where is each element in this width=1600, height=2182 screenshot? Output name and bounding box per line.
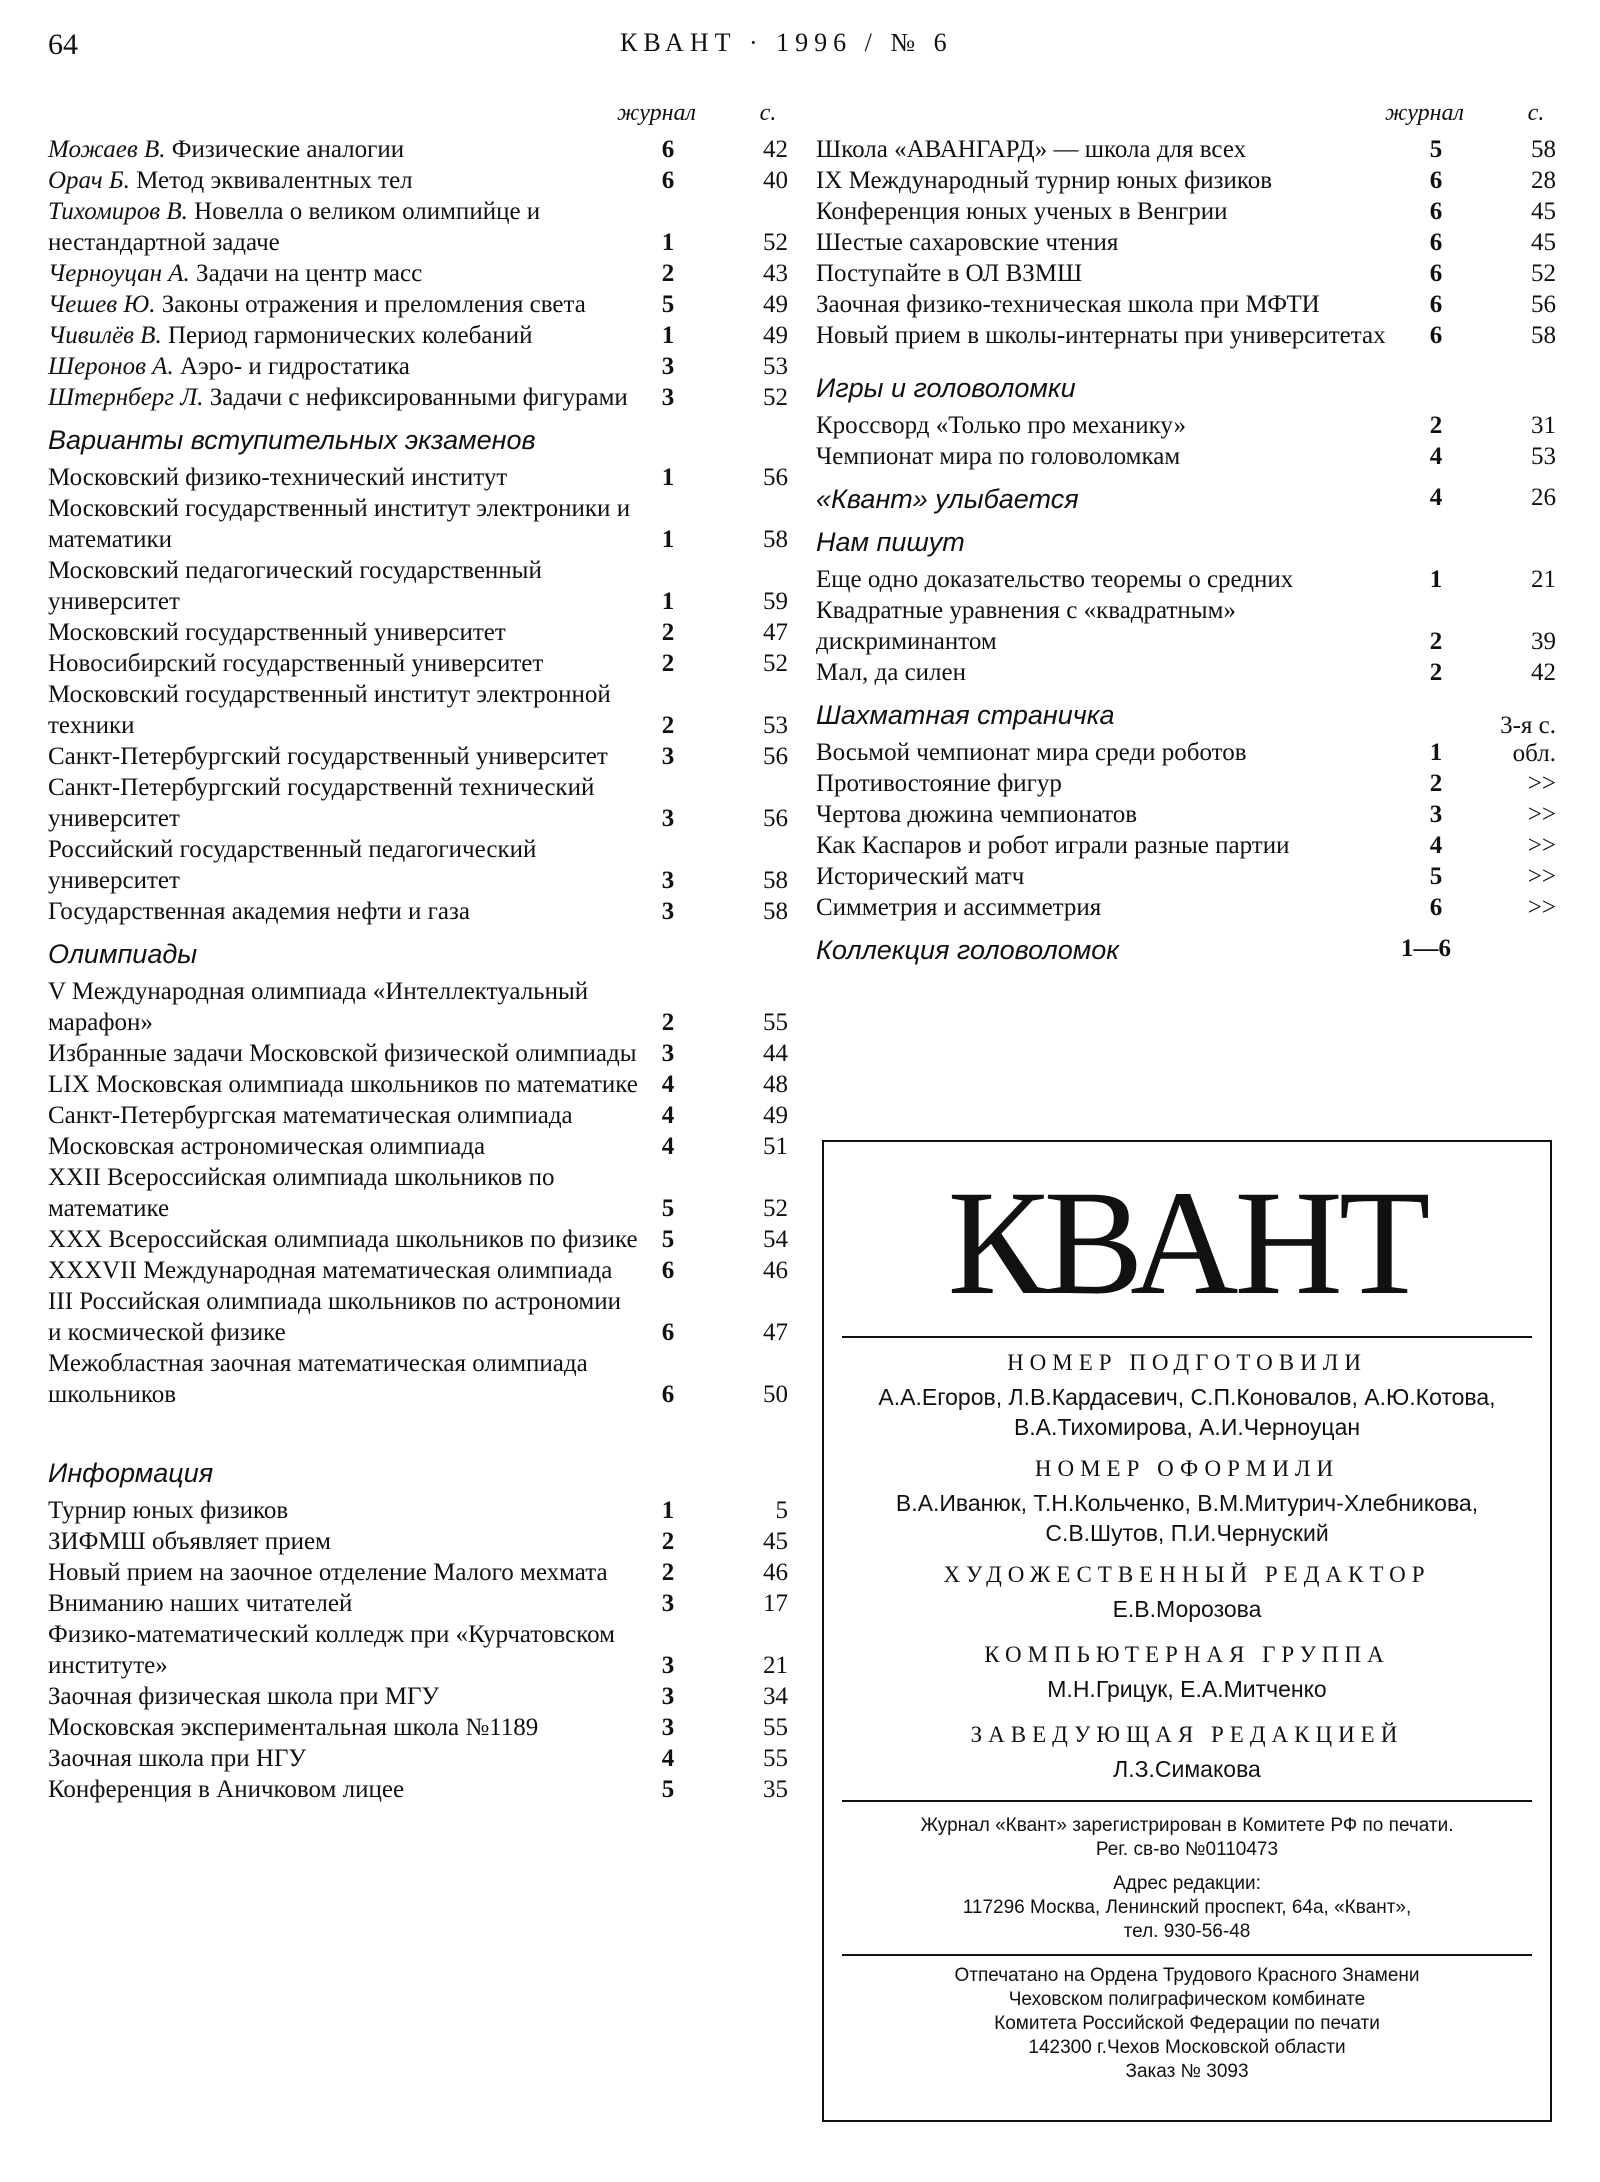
toc-entry (816, 196, 1556, 227)
entry-page: 48 (763, 1071, 788, 1098)
toc-entry (816, 564, 1556, 595)
entry-title: Квадратные уравнения с «квадратным» дискриминантом (816, 597, 1236, 655)
section-title-collection: Коллекция головоломок (816, 935, 1120, 965)
entry-issue: 1 (661, 588, 675, 615)
toc-entry (48, 555, 788, 617)
entry-page: 17 (763, 1590, 788, 1617)
entry-title: Московский государственный университет (48, 619, 506, 646)
entry-title (48, 165, 638, 196)
smiles-page: 26 (1531, 484, 1556, 511)
entry-page: 55 (763, 1714, 788, 1741)
entry-title: Еще одно доказательство теоремы о средних (816, 566, 1294, 593)
section-smiles (816, 484, 1556, 515)
entry-issue: 3 (661, 384, 675, 411)
toc-entry (816, 799, 1556, 830)
section-title-information: Информация (48, 1458, 214, 1488)
toc-entry (816, 289, 1556, 320)
toc-entry (48, 1712, 788, 1743)
entry-author: Можаев В. (48, 136, 166, 163)
toc-entry (48, 1255, 788, 1286)
toc-entry (816, 227, 1556, 258)
kvant-logo: КВАНТ (947, 1160, 1427, 1326)
entry-page: 52 (1531, 260, 1556, 287)
designed-label: НОМЕР ОФОРМИЛИ (1034, 1456, 1340, 1481)
entry-issue: 3 (661, 1590, 675, 1617)
page-number: 64 (48, 28, 78, 61)
entry-title (48, 258, 638, 289)
entry-title: Исторический матч (816, 863, 1025, 890)
entry-issue: 5 (661, 1776, 675, 1803)
toc-entry (816, 134, 1556, 165)
entry-issue: 4 (661, 1745, 675, 1772)
entry-author: Черноуцан А. (48, 260, 190, 287)
toc-entry (48, 1495, 788, 1526)
entry-issue: 6 (661, 1319, 675, 1346)
right-column (816, 100, 1556, 972)
entry-issue: 4 (1429, 443, 1443, 470)
toc-entry (48, 741, 788, 772)
entry-title: III Российская олимпиада школьников по астрономии и космической физике (48, 1288, 621, 1346)
section-title-olympiads: Олимпиады (48, 939, 198, 969)
entry-title (48, 134, 638, 165)
entry-page: 55 (763, 1009, 788, 1036)
entry-issue: 2 (1429, 659, 1443, 686)
entry-issue: 1 (661, 526, 675, 553)
entry-title: Турнир юных физиков (48, 1497, 289, 1524)
toc-entry (816, 410, 1556, 441)
prepared-label: НОМЕР ПОДГОТОВИЛИ (1007, 1350, 1367, 1375)
toc-entry (816, 258, 1556, 289)
toc-entry (816, 441, 1556, 472)
printing-line-3: Комитета Российской Федерации по печати (994, 2013, 1380, 2034)
entry-title: Физико-математический колледж при «Курчатовском институте» (48, 1621, 615, 1679)
entry-page: 40 (763, 167, 788, 194)
toc-entry (48, 679, 788, 741)
entry-title: Московский педагогический государственный университет (48, 557, 542, 615)
entry-page: >> (1527, 770, 1556, 797)
entry-title: Шестые сахаровские чтения (816, 229, 1119, 256)
entry-page: 21 (1531, 566, 1556, 593)
toc-entry (48, 462, 788, 493)
entry-page: 28 (1531, 167, 1556, 194)
toc-entry (48, 1162, 788, 1224)
entry-article-title: Задачи на центр масс (196, 260, 423, 287)
toc-entry (48, 1224, 788, 1255)
entry-page: 55 (763, 1745, 788, 1772)
entry-page: 49 (763, 1102, 788, 1129)
entry-title (48, 196, 638, 258)
entry-issue: 4 (661, 1102, 675, 1129)
entry-title: Конференция в Аничковом лицее (48, 1776, 405, 1803)
entry-issue: 3 (661, 1714, 675, 1741)
author-list (48, 134, 788, 413)
head-label: ЗАВЕДУЮЩАЯ РЕДАКЦИЕЙ (970, 1722, 1404, 1747)
entry-page: >> (1527, 863, 1556, 890)
entry-page: 49 (763, 291, 788, 318)
entry-title: Противостояние фигур (816, 770, 1062, 797)
entry-title: Восьмой чемпионат мира среди роботов (816, 739, 1247, 766)
letters-list (816, 564, 1556, 688)
entry-title: LIX Московская олимпиада школьников по математике (48, 1071, 638, 1098)
entry-issue: 6 (661, 167, 675, 194)
entry-issue: 5 (661, 291, 675, 318)
entry-page: 58 (763, 526, 788, 553)
entry-issue: 6 (1429, 894, 1443, 921)
designed-names: В.А.Иванюк, Т.Н.Кольченко, В.М.Митурич-Хлебникова, С.В.Шутов, П.И.Чернуский (895, 1490, 1479, 1546)
entry-page: 56 (763, 464, 788, 491)
section-title-chess: Шахматная страничка (816, 700, 1115, 730)
entry-page: 53 (1531, 443, 1556, 470)
entry-title: XXII Всероссийская олимпиада школьников по математике (48, 1164, 555, 1222)
entry-page: 45 (1531, 198, 1556, 225)
computer-group-names: М.Н.Грицук, Е.А.Митченко (1047, 1676, 1327, 1702)
entry-page: 3-я с. обл. (1500, 712, 1556, 767)
entry-page: 43 (763, 260, 788, 287)
entry-article-title: Физические аналогии (171, 136, 405, 163)
entry-title (48, 382, 638, 413)
entry-title: V Международная олимпиада «Интеллектуальный марафон» (48, 978, 589, 1036)
toc-entry (48, 134, 788, 165)
address-label: Адрес редакции: (1113, 1873, 1261, 1894)
toc-entry (48, 896, 788, 927)
entry-title: Новосибирский государственный университет (48, 650, 544, 677)
entry-page: 35 (763, 1776, 788, 1803)
entry-title: Московская астрономическая олимпиада (48, 1133, 486, 1160)
divider (842, 1954, 1532, 1956)
entry-issue: 4 (661, 1133, 675, 1160)
entry-article-title: Аэро- и гидростатика (179, 353, 410, 380)
entry-title: XXXVII Международная математическая олимпиада (48, 1257, 613, 1284)
toc-entry (816, 861, 1556, 892)
entry-page: 5 (775, 1497, 788, 1524)
entry-page: 52 (763, 384, 788, 411)
entry-issue: 2 (1429, 412, 1443, 439)
entry-issue: 6 (661, 1381, 675, 1408)
art-editor-name: Е.В.Морозова (1112, 1596, 1262, 1622)
toc-entry (48, 1526, 788, 1557)
entry-issue: 2 (661, 1559, 675, 1586)
toc-entry (816, 657, 1556, 688)
entry-issue: 3 (661, 805, 675, 832)
divider (842, 1336, 1532, 1338)
entry-page: 34 (763, 1683, 788, 1710)
section-title-exams: Варианты вступительных экзаменов (48, 425, 536, 455)
toc-entry (48, 1588, 788, 1619)
toc-entry (816, 165, 1556, 196)
entry-article-title: Метод эквивалентных тел (136, 167, 413, 194)
toc-entry (816, 830, 1556, 861)
art-editor-label: ХУДОЖЕСТВЕННЫЙ РЕДАКТОР (943, 1562, 1431, 1587)
entry-issue: 6 (1429, 229, 1443, 256)
entry-page: 21 (763, 1652, 788, 1679)
entry-issue: 1 (661, 464, 675, 491)
entry-page: 46 (763, 1257, 788, 1284)
issue-label: журнал (616, 100, 696, 126)
toc-entry (48, 772, 788, 834)
toc-entry (48, 258, 788, 289)
entry-issue: 1 (661, 1497, 675, 1524)
entry-issue: 3 (661, 1683, 675, 1710)
order-number: Заказ № 3093 (1125, 2061, 1249, 2082)
section-title-letters: Нам пишут (816, 527, 965, 557)
entry-page: 44 (763, 1040, 788, 1067)
entry-article-title: Законы отражения и преломления света (161, 291, 586, 318)
entry-issue: 2 (661, 1009, 675, 1036)
entry-page: 52 (763, 229, 788, 256)
entry-issue: 6 (1429, 291, 1443, 318)
toc-entry (48, 1681, 788, 1712)
entry-author: Шеронов А. (48, 353, 174, 380)
entry-title: Кроссворд «Только про механику» (816, 412, 1186, 439)
entry-issue: 5 (661, 1226, 675, 1253)
page-label: с. (1527, 100, 1545, 126)
entry-issue: 1 (661, 229, 675, 256)
page-label: с. (759, 100, 777, 126)
entry-issue: 2 (661, 1528, 675, 1555)
entry-title: Московский государственный институт электронной техники (48, 681, 611, 739)
entry-title: Новый прием в школы-интернаты при университетах (816, 322, 1386, 349)
information-list-continued (816, 134, 1556, 351)
entry-page: 53 (763, 712, 788, 739)
column-labels (816, 100, 1556, 134)
entry-page: 54 (763, 1226, 788, 1253)
collection-issues: 1—6 (1401, 935, 1451, 962)
exams-list (48, 462, 788, 927)
entry-title: Конференция юных ученых в Венгрии (816, 198, 1228, 225)
entry-title: Московский государственный институт электроники и математики (48, 495, 631, 553)
entry-issue: 1 (1429, 566, 1443, 593)
entry-title: XXX Всероссийская олимпиада школьников по физике (48, 1226, 638, 1253)
entry-title: Санкт-Петербургский государственный университет (48, 743, 608, 770)
entry-issue: 6 (661, 1257, 675, 1284)
entry-author: Чивилёв В. (48, 322, 162, 349)
entry-title: Как Каспаров и робот играли разные партии (816, 832, 1290, 859)
entry-title: Санкт-Петербургский государственнй технический университет (48, 774, 595, 832)
section-title-smiles: «Квант» улыбается (816, 484, 1079, 514)
entry-author: Тихомиров В. (48, 198, 188, 225)
printing-line-1: Отпечатано на Ордена Трудового Красного Знамени (954, 1965, 1420, 1986)
entry-issue: 2 (661, 260, 675, 287)
entry-issue: 3 (661, 898, 675, 925)
toc-entry (48, 1286, 788, 1348)
toc-entry (48, 976, 788, 1038)
entry-page: >> (1527, 832, 1556, 859)
entry-issue: 6 (1429, 260, 1443, 287)
section-collection (816, 935, 1556, 966)
entry-title: Чертова дюжина чемпионатов (816, 801, 1138, 828)
entry-title: Московский физико-технический институт (48, 464, 508, 491)
entry-issue: 4 (661, 1071, 675, 1098)
entry-issue: 2 (661, 712, 675, 739)
entry-article-title: Новелла о великом олимпийце и нестандартной задаче (48, 198, 541, 256)
entry-title: Московская экспериментальная школа №1189 (48, 1714, 539, 1741)
entry-title: Российский государственный педагогический университет (48, 836, 537, 894)
entry-page: 46 (763, 1559, 788, 1586)
entry-page: 52 (763, 650, 788, 677)
toc-entry (48, 320, 788, 351)
entry-issue: 5 (1429, 136, 1443, 163)
entry-issue: 3 (661, 353, 675, 380)
address-line-2: тел. 930-56-48 (1123, 1921, 1251, 1942)
entry-title: Избранные задачи Московской физической олимпиады (48, 1040, 637, 1067)
toc-entry (816, 892, 1556, 923)
toc-entry (48, 834, 788, 896)
entry-page: 58 (1531, 136, 1556, 163)
toc-entry (48, 1100, 788, 1131)
printing-line-4: 142300 г.Чехов Московской области (1028, 2037, 1346, 2058)
toc-entry (48, 648, 788, 679)
toc-entry (816, 595, 1556, 657)
entry-author: Штернберг Л. (48, 384, 204, 411)
entry-title: Мал, да силен (816, 659, 967, 686)
entry-title: Симметрия и ассимметрия (816, 894, 1102, 921)
toc-entry (48, 1038, 788, 1069)
entry-issue: 2 (661, 650, 675, 677)
entry-article-title: Период гармонических колебаний (167, 322, 533, 349)
toc-entry (48, 351, 788, 382)
entry-title: Государственная академия нефти и газа (48, 898, 470, 925)
entry-title (48, 320, 638, 351)
left-column (48, 100, 788, 1805)
entry-issue: 3 (1429, 801, 1443, 828)
entry-title (48, 351, 638, 382)
toc-entry (48, 617, 788, 648)
registration-line-1: Журнал «Квант» зарегистрирован в Комитете РФ по печати. (920, 1815, 1454, 1836)
entry-page: 45 (1531, 229, 1556, 256)
toc-entry (816, 768, 1556, 799)
computer-group-label: КОМПЬЮТЕРНАЯ ГРУППА (984, 1642, 1390, 1667)
journal-header: КВАНТ · 1996 / № 6 (620, 28, 953, 57)
entry-page: 45 (763, 1528, 788, 1555)
entry-title: Поступайте в ОЛ ВЗМШ (816, 260, 1083, 287)
entry-title: Заочная физическая школа при МГУ (48, 1683, 440, 1710)
entry-title: Чемпионат мира по головоломкам (816, 443, 1181, 470)
entry-issue: 3 (661, 1040, 675, 1067)
toc-entry (48, 165, 788, 196)
entry-article-title: Задачи с нефиксированными фигурами (209, 384, 628, 411)
entry-title: Межобластная заочная математическая олимпиада школьников (48, 1350, 588, 1408)
entry-title: Заочная школа при НГУ (48, 1745, 307, 1772)
entry-issue: 1 (661, 322, 675, 349)
printing-line-2: Чеховском полиграфическом комбинате (1008, 1989, 1366, 2010)
toc-entry (816, 320, 1556, 351)
address-line-1: 117296 Москва, Ленинский проспект, 64а, «Квант», (962, 1897, 1412, 1918)
olympiads-list (48, 976, 788, 1410)
entry-issue: 6 (1429, 167, 1443, 194)
entry-page: 58 (1531, 322, 1556, 349)
entry-issue: 4 (1429, 832, 1443, 859)
smiles-issue: 4 (1429, 484, 1443, 511)
games-list (816, 410, 1556, 472)
entry-page: >> (1527, 894, 1556, 921)
entry-issue: 5 (661, 1195, 675, 1222)
toc-entry (48, 382, 788, 413)
entry-title: Санкт-Петербургская математическая олимпиада (48, 1102, 573, 1129)
entry-issue: 3 (661, 867, 675, 894)
entry-issue: 5 (1429, 863, 1443, 890)
entry-title: Школа «АВАНГАРД» — школа для всех (816, 136, 1247, 163)
entry-page: 56 (1531, 291, 1556, 318)
entry-author: Орач Б. (48, 167, 130, 194)
divider (842, 1800, 1532, 1802)
toc-entry (48, 1619, 788, 1681)
entry-issue: 6 (1429, 198, 1443, 225)
entry-title: IX Международный турнир юных физиков (816, 167, 1273, 194)
entry-page: 47 (763, 1319, 788, 1346)
entry-page: 52 (763, 1195, 788, 1222)
entry-page: 58 (763, 898, 788, 925)
registration-line-2: Рег. св-во №0110473 (1095, 1839, 1279, 1860)
entry-title: Заочная физико-техническая школа при МФТИ (816, 291, 1320, 318)
entry-page: 50 (763, 1381, 788, 1408)
entry-issue: 6 (1429, 322, 1443, 349)
column-labels (48, 100, 788, 134)
imprint-box (822, 1140, 1552, 2122)
issue-label: журнал (1384, 100, 1464, 126)
entry-author: Чешев Ю. (48, 291, 156, 318)
entry-issue: 3 (661, 1652, 675, 1679)
toc-entry (48, 1557, 788, 1588)
entry-issue: 2 (661, 619, 675, 646)
entry-page: 53 (763, 353, 788, 380)
entry-page: 49 (763, 322, 788, 349)
toc-entry (48, 493, 788, 555)
toc-entry (48, 1069, 788, 1100)
entry-title (48, 289, 638, 320)
toc-entry (48, 1348, 788, 1410)
entry-issue: 6 (661, 136, 675, 163)
toc-entry (48, 196, 788, 258)
entry-page: 56 (763, 805, 788, 832)
information-list (48, 1495, 788, 1805)
entry-page: >> (1527, 801, 1556, 828)
entry-title: Новый прием на заочное отделение Малого мехмата (48, 1559, 608, 1586)
head-name: Л.З.Симакова (1113, 1756, 1261, 1782)
toc-entry (48, 1131, 788, 1162)
entry-issue: 1 (1429, 739, 1443, 766)
toc-entry (48, 289, 788, 320)
entry-title: Вниманию наших читателей (48, 1590, 353, 1617)
entry-page: 58 (763, 867, 788, 894)
entry-page: 39 (1531, 628, 1556, 655)
entry-page: 31 (1531, 412, 1556, 439)
entry-issue: 2 (1429, 770, 1443, 797)
entry-issue: 2 (1429, 628, 1443, 655)
section-title-games: Игры и головоломки (816, 373, 1076, 403)
entry-page: 42 (763, 136, 788, 163)
prepared-names: А.А.Егоров, Л.В.Кардасевич, С.П.Коновалов, А.Ю.Котова, В.А.Тихомирова, А.И.Черноуцан (878, 1384, 1496, 1440)
toc-entry (48, 1774, 788, 1805)
entry-page: 59 (763, 588, 788, 615)
entry-issue: 3 (661, 743, 675, 770)
entry-page: 42 (1531, 659, 1556, 686)
entry-page: 51 (763, 1133, 788, 1160)
entry-page: 56 (763, 743, 788, 770)
toc-entry (48, 1743, 788, 1774)
entry-page: 47 (763, 619, 788, 646)
entry-title: ЗИФМШ объявляет прием (48, 1528, 331, 1555)
